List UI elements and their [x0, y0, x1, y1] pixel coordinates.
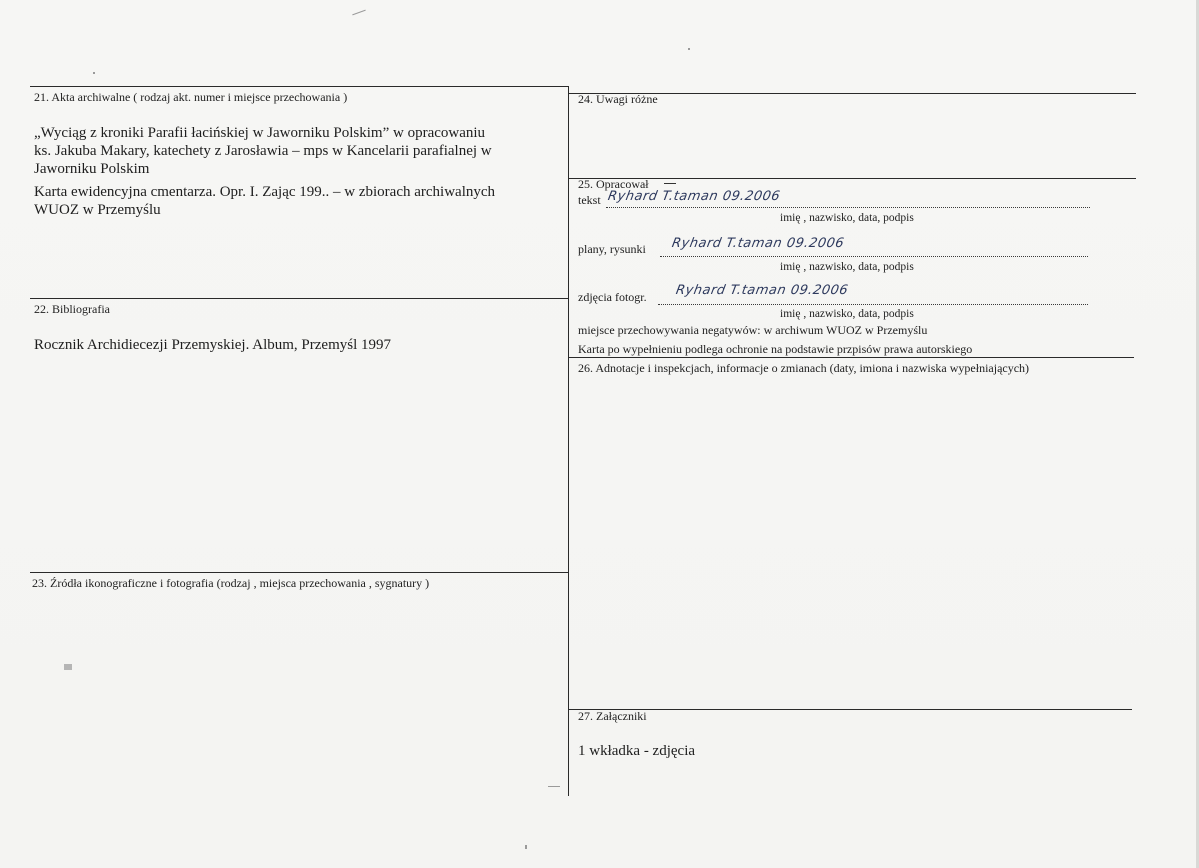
- s21-label: 21. Akta archiwalne ( rodzaj akt. numer i miejsce przechowania ): [34, 90, 348, 104]
- plany-label: plany, rysunki: [578, 242, 646, 256]
- scan-speck: [352, 10, 365, 16]
- scan-speck: [64, 664, 72, 670]
- tekst-label: tekst: [578, 193, 601, 207]
- s21-line-3: Jaworniku Polskim: [34, 161, 150, 177]
- zdjecia-label: zdjęcia fotogr.: [578, 290, 647, 304]
- scan-speck: [688, 48, 690, 50]
- s27-top-rule: [568, 709, 1132, 710]
- s25-dash: [664, 183, 676, 184]
- s24-label: 24. Uwagi różne: [578, 92, 658, 106]
- zdjecia-dotted-line: [658, 304, 1088, 305]
- ochrona-text: Karta po wypełnieniu podlega ochronie na podstawie przpisów prawa autorskiego: [578, 342, 973, 356]
- zdjecia-caption: imię , nazwisko, data, podpis: [780, 308, 914, 320]
- s21-line-1: „Wyciąg z kroniki Parafii łacińskiej w Jaworniku Polskim” w opracowaniu: [34, 125, 486, 141]
- tekst-dotted-line: [606, 207, 1090, 208]
- s23-top-rule: [30, 572, 569, 573]
- s27-label: 27. Załączniki: [578, 709, 647, 723]
- scan-speck: [525, 845, 527, 849]
- tekst-caption: imię , nazwisko, data, podpis: [780, 212, 914, 224]
- s25-top-rule: [568, 178, 1136, 179]
- scan-speck: [548, 786, 560, 787]
- tekst-signature: Ryhard T.taman 09.2006: [606, 189, 782, 204]
- s26-label: 26. Adnotacje i inspekcjach, informacje o zmianach (daty, imiona i nazwiska wypełniających): [578, 361, 1030, 375]
- s21-line-5: WUOZ w Przemyślu: [34, 202, 161, 218]
- plany-dotted-line: [660, 256, 1088, 257]
- s22-text: Rocznik Archidiecezji Przemyskiej. Album, Przemyśl 1997: [34, 337, 392, 353]
- plany-signature: Ryhard T.taman 09.2006: [670, 236, 846, 251]
- s21-top-rule: [30, 86, 569, 87]
- s22-label: 22. Bibliografia: [34, 302, 110, 316]
- negatywy-text: miejsce przechowywania negatywów: w archiwum WUOZ w Przemyślu: [578, 323, 928, 337]
- s22-top-rule: [30, 298, 569, 299]
- s21-line-4: Karta ewidencyjna cmentarza. Opr. I. Zając 199.. – w zbiorach archiwalnych: [34, 184, 496, 200]
- s27-text: 1 wkładka - zdjęcia: [578, 743, 696, 759]
- zdjecia-signature: Ryhard T.taman 09.2006: [674, 283, 850, 298]
- s25-bottom-rule: [568, 357, 1134, 358]
- column-divider: [568, 86, 569, 796]
- plany-caption: imię , nazwisko, data, podpis: [780, 261, 914, 273]
- s25-label: 25. Opracował: [578, 177, 649, 191]
- s21-line-2: ks. Jakuba Makary, katechety z Jarosławia – mps w Kancelarii parafialnej w: [34, 143, 492, 159]
- s23-label: 23. Źródła ikonograficzne i fotografia (rodzaj , miejsca przechowania , sygnatury ): [32, 576, 430, 590]
- scan-speck: [93, 72, 95, 74]
